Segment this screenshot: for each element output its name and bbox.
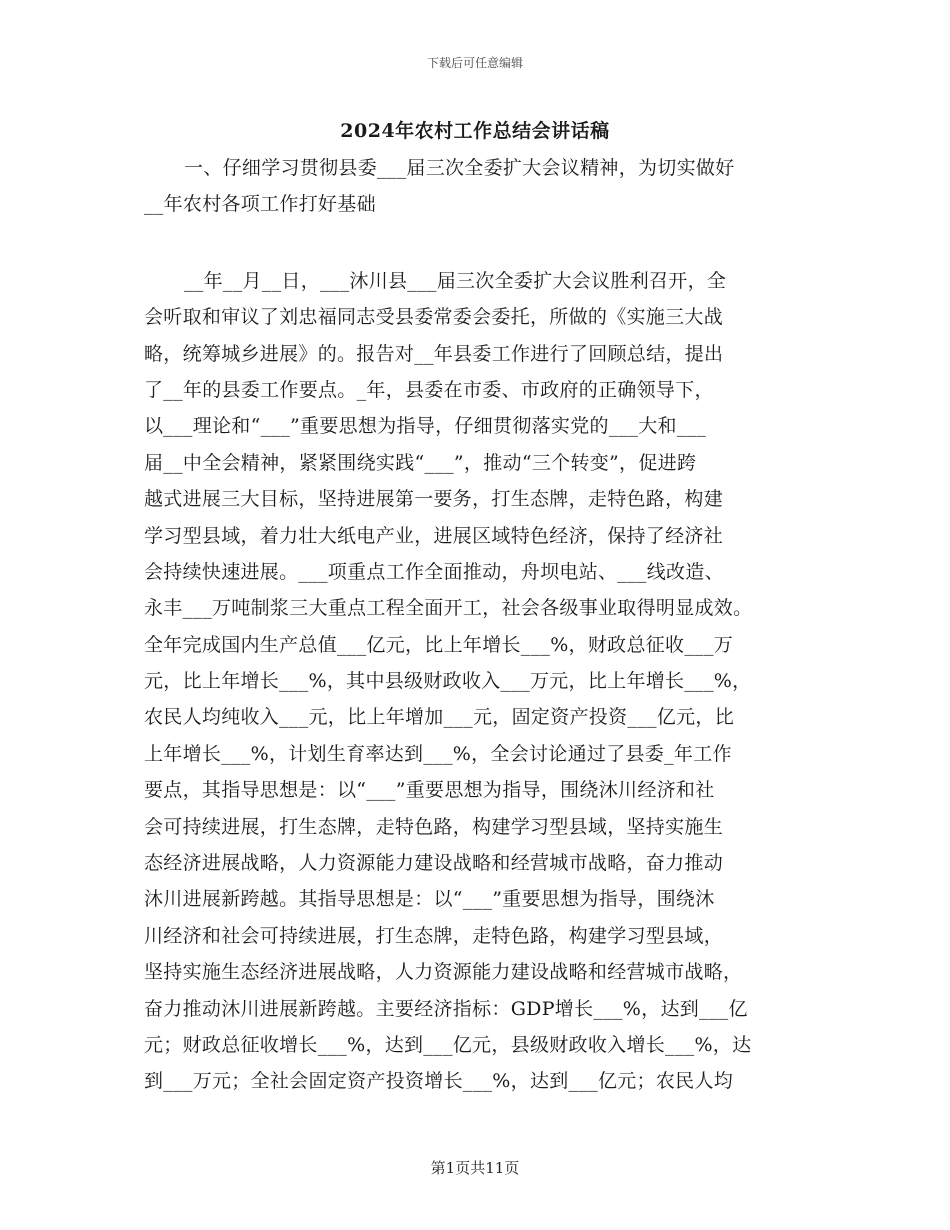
paragraph-line: 越式进展三大目标，坚持进展第一要务，打生态牌，走特色路，构建 — [144, 488, 724, 511]
paragraph-line: 元，比上年增长___%，其中县级财政收入___万元，比上年增长___%， — [144, 670, 752, 693]
paragraph-gap — [144, 223, 824, 263]
paragraph-line: 学习型县域，着力壮大纸电产业，进展区域特色经济，保持了经济社 — [144, 524, 724, 547]
page-number: 第1页共11页 — [430, 1159, 520, 1177]
document-body — [144, 150, 824, 1100]
paragraph-line: 到___万元；全社会固定资产投资增长___%，达到___亿元；农民人均 — [144, 1070, 734, 1093]
paragraph-line: 川经济和社会可持续进展，打生态牌，走特色路，构建学习型县域， — [144, 924, 724, 947]
paragraph-line: 以___理论和“___”重要思想为指导，仔细贯彻落实党的___大和___ — [144, 415, 707, 438]
document-title: 2024年农村工作总结会讲话稿 — [340, 120, 610, 142]
paragraph-line: 要点，其指导思想是：以“___”重要思想为指导，围绕沐川经济和社 — [144, 779, 715, 802]
paragraph-line: 了__年的县委工作要点。_年，县委在市委、市政府的正确领导下， — [144, 378, 714, 401]
paragraph-line: 略，统筹城乡进展》的。报告对__年县委工作进行了回顾总结，提出 — [144, 342, 724, 365]
paragraph-line: 会可持续进展，打生态牌，走特色路，构建学习型县域，坚持实施生 — [144, 815, 724, 838]
paragraph-line: 坚持实施生态经济进展战略，人力资源能力建设战略和经营城市战略， — [144, 961, 743, 984]
paragraph-line: 态经济进展战略，人力资源能力建设战略和经营城市战略，奋力推动 — [144, 852, 724, 875]
heading-line: __年农村各项工作打好基础 — [144, 193, 376, 216]
paragraph-line: 全年完成国内生产总值___亿元，比上年增长___%，财政总征收___万 — [144, 633, 734, 656]
paragraph-line: 农民人均纯收入___元，比上年增加___元，固定资产投资___亿元，比 — [144, 706, 735, 729]
page-header-note: 下载后可任意编辑 — [426, 56, 523, 70]
paragraph-line: __年__月__日，___沐川县___届三次全委扩大会议胜利召开，全 — [184, 269, 727, 292]
paragraph-line: 元；财政总征收增长___%，达到___亿元，县级财政收入增长___%，达 — [144, 1033, 752, 1056]
paragraph-line: 沐川进展新跨越。其指导思想是：以“___”重要思想为指导，围绕沐 — [144, 888, 715, 911]
paragraph-line: 奋力推动沐川进展新跨越。主要经济指标：GDP增长___%，达到___亿 — [144, 997, 748, 1020]
paragraph-line: 届__中全会精神，紧紧围绕实践“___”，推动“三个转变”，促进跨 — [144, 451, 697, 474]
paragraph-line: 会持续快速进展。___项重点工作全面推动，舟坝电站、___线改造、 — [144, 560, 724, 583]
paragraph-line: 永丰___万吨制浆三大重点工程全面开工，社会各级事业取得明显成效。 — [144, 597, 753, 620]
paragraph-line: 会听取和审议了刘忠福同志受县委常委会委托，所做的《实施三大战 — [144, 306, 724, 329]
paragraph-line: 上年增长___%，计划生育率达到___%，全会讨论通过了县委_年工作 — [144, 742, 732, 765]
heading-line: 一、仔细学习贯彻县委___届三次全委扩大会议精神，为切实做好 — [184, 157, 735, 179]
